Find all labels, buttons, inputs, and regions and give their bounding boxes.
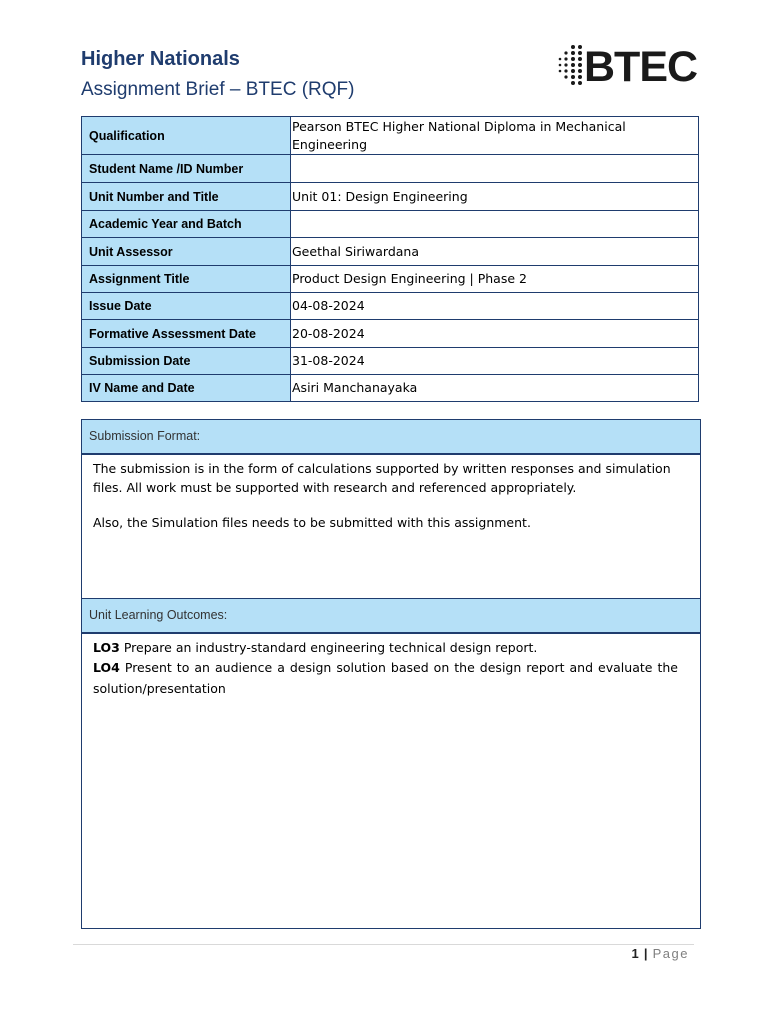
field-value: Geethal Siriwardana [291,238,699,266]
submission-format-text: The submission is in the form of calculations supported by written responses and simulation files. All work must be supported with research and referenced appropriately. [93,461,671,495]
submission-format-heading: Submission Format: [82,420,700,455]
document-subtitle: Assignment Brief – BTEC (RQF) [81,79,355,100]
field-label: Issue Date [82,293,291,320]
field-value: 04-08-2024 [291,293,699,320]
field-value [291,155,699,183]
document-title: Higher Nationals [81,48,240,70]
table-row [82,238,699,266]
learning-outcomes-heading: Unit Learning Outcomes: [82,599,700,634]
field-value: Pearson BTEC Higher National Diploma in Mechanical Engineering [291,117,699,155]
learning-outcome-item [93,657,678,699]
logo-wordmark: BTEC [584,43,698,91]
field-value: 20-08-2024 [291,320,699,348]
table-row [82,183,699,211]
table-row [82,375,699,402]
table-row [82,320,699,348]
field-label: Submission Date [82,348,291,375]
field-value [291,211,699,238]
table-row [82,155,699,183]
field-label: Student Name /ID Number [82,155,291,183]
learning-outcome-code: LO3 [93,640,120,655]
field-value: Unit 01: Design Engineering [291,183,699,211]
learning-outcome-text: Prepare an industry-standard engineering technical design report. [119,640,538,655]
assignment-details-table [81,116,699,402]
footer-separator: | [643,946,648,961]
field-label: IV Name and Date [82,375,291,402]
table-row [82,266,699,293]
field-label: Qualification [82,117,291,155]
field-value: Asiri Manchanayaka [291,375,699,402]
field-value: 31-08-2024 [291,348,699,375]
page-number: 1 [631,946,639,961]
learning-outcomes-section [81,598,701,929]
field-label: Formative Assessment Date [82,320,291,348]
submission-format-section [81,419,701,599]
logo-dots-icon [556,44,586,88]
learning-outcome-item [93,638,678,657]
learning-outcome-code: LO4 [93,660,120,675]
field-label: Academic Year and Batch [82,211,291,238]
field-value: Product Design Engineering | Phase 2 [291,266,699,293]
table-row [82,293,699,320]
learning-outcome-text: Present to an audience a design solution based on the design report and evaluate the solution/presentation [93,660,678,696]
btec-logo [556,42,696,92]
field-label: Unit Assessor [82,238,291,266]
table-row [82,117,699,155]
footer-divider [73,944,694,945]
field-label: Unit Number and Title [82,183,291,211]
page-footer [632,946,690,961]
table-row [82,211,699,238]
page-label: Page [652,946,689,961]
submission-format-note: Also, the Simulation files needs to be submitted with this assignment. [93,515,531,530]
table-row [82,348,699,375]
field-label: Assignment Title [82,266,291,293]
